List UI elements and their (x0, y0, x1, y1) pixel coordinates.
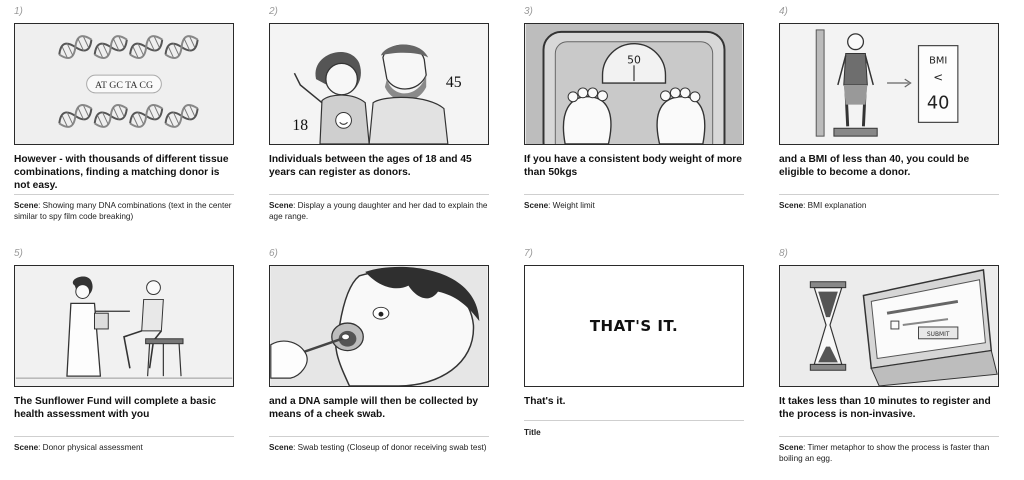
scene-text: : Donor physical assessment (38, 443, 143, 452)
scene-label: Scene (14, 443, 39, 452)
scene-text: : Showing many DNA combinations (text in the center similar to spy film code breaking) (14, 201, 232, 221)
scene-text: : Weight limit (548, 201, 595, 210)
divider (524, 194, 744, 195)
sign-forty: 40 (926, 93, 950, 114)
panel-number: 5) (14, 248, 23, 259)
panel-caption: and a DNA sample will then be collected by means of a cheek swab. (269, 396, 479, 420)
scene-label: Scene (779, 443, 804, 452)
scene-text: : Swab testing (Closeup of donor receiving swab test) (293, 443, 487, 452)
panel-caption: Individuals between the ages of 18 and 45 years can register as donors. (269, 154, 472, 178)
panel-illustration-scale (524, 23, 744, 145)
scene-label: Scene (269, 443, 294, 452)
scene-text: : BMI explanation (803, 201, 867, 210)
panel-number: 8) (779, 248, 788, 259)
panel-number: 1) (14, 6, 23, 17)
age-high-label: 45 (445, 73, 462, 91)
storyboard-panel-4 (779, 5, 999, 210)
scene-description (14, 200, 236, 222)
divider (524, 420, 744, 421)
scene-description (779, 200, 1001, 211)
scene-description (14, 442, 236, 453)
panel-number: 3) (524, 6, 533, 17)
storyboard-panel-7 (524, 247, 744, 437)
panel-number: 7) (524, 248, 533, 259)
scene-description (524, 427, 746, 438)
panel-illustration-bmi (779, 23, 999, 145)
scene-description (269, 200, 491, 222)
storyboard-panel-3 (524, 5, 744, 210)
scene-description (524, 200, 746, 211)
storyboard-panel-8 (779, 247, 999, 463)
divider (14, 194, 234, 195)
panel-caption: That's it. (524, 396, 566, 407)
storyboard-panel-2 (269, 5, 489, 221)
panel-number: 4) (779, 6, 788, 17)
scene-label: Scene (269, 201, 294, 210)
divider (779, 194, 999, 195)
divider (269, 436, 489, 437)
panel-title-card (524, 265, 744, 387)
divider (14, 436, 234, 437)
divider (269, 194, 489, 195)
scene-text: : Timer metaphor to show the process is faster than boiling an egg. (779, 443, 990, 463)
storyboard-panel-1 (14, 5, 234, 221)
scene-label: Scene (524, 201, 549, 210)
storyboard-panel-6 (269, 247, 489, 452)
scene-label: Scene (779, 201, 804, 210)
panel-caption: If you have a consistent body weight of more than 50kgs (524, 154, 742, 178)
panel-caption: and a BMI of less than 40, you could be eligible to become a donor. (779, 154, 970, 178)
title-card-text: THAT'S IT. (589, 317, 679, 335)
scene-text: : Display a young daughter and her dad to explain the age range. (269, 201, 488, 221)
divider (779, 436, 999, 437)
submit-label: SUBMIT (926, 331, 950, 338)
sign-less-than: < (933, 70, 944, 85)
storyboard-panel-5 (14, 247, 234, 452)
scene-label: Title (524, 428, 541, 437)
panel-number: 2) (269, 6, 278, 17)
panel-illustration-dna (14, 23, 234, 145)
dna-code-text: AT GC TA CG (94, 79, 154, 91)
panel-illustration-hourglass-laptop (779, 265, 999, 387)
scene-description (779, 442, 1001, 464)
age-low-label: 18 (292, 117, 309, 135)
panel-caption: However - with thousands of different tissue combinations, finding a matching donor is not easy. (14, 154, 229, 191)
panel-caption: The Sunflower Fund will complete a basic health assessment with you (14, 396, 217, 420)
scene-description (269, 442, 491, 453)
scene-label: Scene (14, 201, 39, 210)
scale-dial-value: 50 (627, 53, 641, 67)
panel-illustration-daughter-dad (269, 23, 489, 145)
panel-caption: It takes less than 10 minutes to register and the process is non-invasive. (779, 396, 991, 420)
panel-illustration-assessment (14, 265, 234, 387)
panel-number: 6) (269, 248, 278, 259)
sign-bmi: BMI (929, 55, 948, 67)
panel-illustration-swab (269, 265, 489, 387)
